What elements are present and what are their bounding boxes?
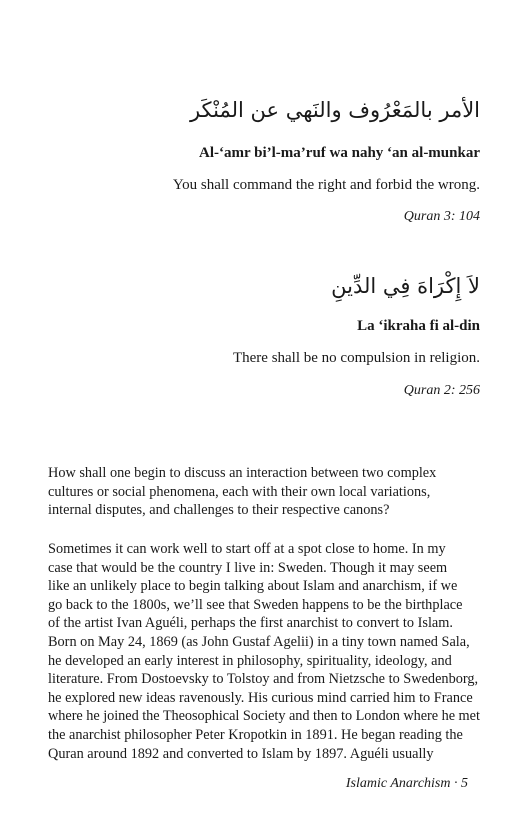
epigraph-2-arabic: لاَ إِكْرَاهَ فِي الدِّينِ: [331, 274, 480, 298]
body-paragraph-2: [48, 540, 480, 763]
text-line: How shall one begin to discuss an interaction between two complex: [48, 465, 437, 481]
text-line: literature. From Dostoevsky to Tolstoy and from Nietzsche to Swedenborg,: [48, 671, 479, 688]
text-line: he developed an early interest in philosophy, spirituality, ideology, and: [48, 652, 452, 669]
text-line: internal disputes, and challenges to their respective canons?: [48, 502, 390, 519]
epigraph-1-citation: Quran 3: 104: [403, 209, 480, 224]
text-line: Born on May 24, 1869 (as John Gustaf Agelii) in a tiny town named Sala,: [48, 633, 470, 650]
epigraph-2-translation: There shall be no compulsion in religion.: [232, 350, 480, 366]
page-footer: Islamic Anarchism · 5: [345, 776, 468, 791]
epigraph-1-translation: You shall command the right and forbid the wrong.: [172, 177, 480, 193]
epigraph-1-arabic: الأمر بالمَعْرُوف والنَهي عن المُنْكَر: [189, 98, 480, 122]
text-line: case that would be the country I live in: Sweden. Though it may seem: [48, 559, 448, 576]
epigraph-1-transliteration: Al-‘amr bi’l-ma’ruf wa nahy ‘an al-munkar: [199, 145, 480, 161]
text-line: cultures or social phenomena, each with their own local variations,: [48, 483, 431, 500]
text-line: of the artist Ivan Aguéli, perhaps the first anarchist to convert to Islam.: [48, 615, 453, 632]
epigraph-2-citation: Quran 2: 256: [403, 383, 480, 398]
body-paragraph-1: [48, 464, 480, 520]
text-line: go back to the 1800s, we’ll see that Sweden happens to be the birthplace: [48, 596, 463, 613]
text-line: where he joined the Theosophical Society and then to London where he met: [48, 708, 480, 725]
epigraph-2-transliteration: La ‘ikraha fi al-din: [357, 318, 480, 334]
text-line: Sometimes it can work well to start off at a spot close to home. In my: [48, 541, 446, 557]
text-line: like an unlikely place to begin talking about Islam and anarchism, if we: [48, 578, 458, 595]
text-line: he explored new ideas ravenously. His curious mind carried him to France: [48, 689, 473, 706]
text-line: Quran around 1892 and converted to Islam by 1897. Aguéli usually: [48, 745, 434, 762]
text-line: the anarchist philosopher Peter Kropotkin in 1891. He began reading the: [48, 726, 463, 743]
